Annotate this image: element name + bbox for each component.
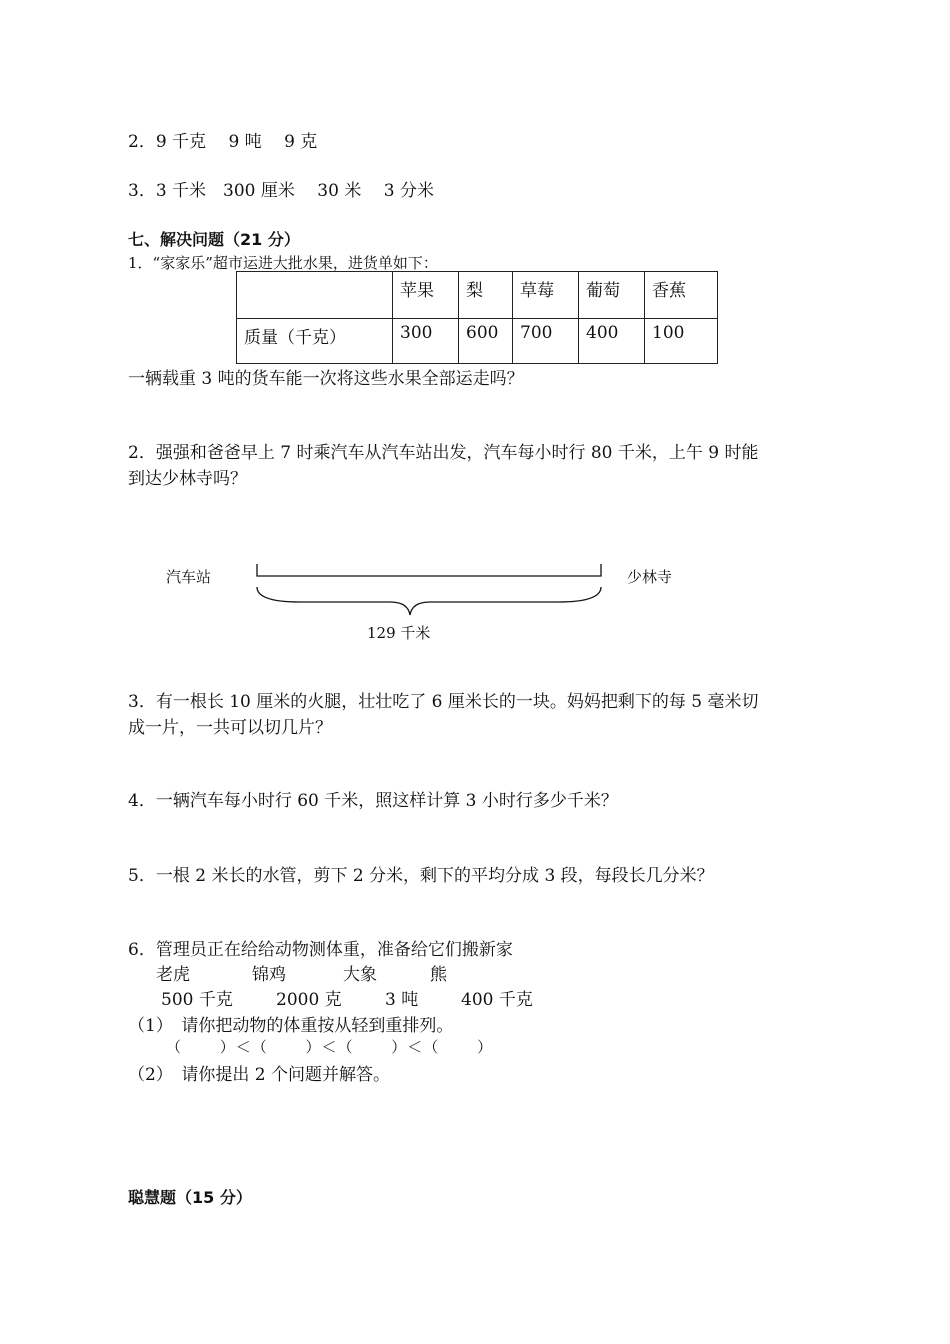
table-cell: 300 — [393, 319, 459, 364]
question-3-units: 3．3 千米 300 厘米 30 米 3 分米 — [128, 181, 434, 201]
route-segment — [257, 564, 601, 576]
problem-1-intro: 1．“家家乐”超市运进大批水果，进货单如下： — [128, 254, 438, 272]
table-cell: 600 — [459, 319, 513, 364]
table-header-row — [237, 272, 718, 319]
problem-5: 5．一根 2 米长的水管，剪下 2 分米，剩下的平均分成 3 段，每段长几分米？ — [128, 866, 714, 886]
problem-1-question: 一辆载重 3 吨的货车能一次将这些水果全部运走吗？ — [128, 369, 524, 389]
section-7-title: 七、解决问题（21 分） — [128, 230, 300, 249]
distance-brace — [257, 587, 601, 615]
table-header-cell: 苹果 — [393, 272, 459, 319]
distance-line-diagram — [240, 560, 620, 620]
table-cell: 质量（千克） — [237, 319, 393, 364]
table-header-cell: 梨 — [459, 272, 513, 319]
table-header-cell — [237, 272, 393, 319]
problem-3-line-1: 3．有一根长 10 厘米的火腿，壮壮吃了 6 厘米长的一块。妈妈把剩下的每 5 毫米切 — [128, 692, 759, 712]
table-header-cell: 香蕉 — [645, 272, 718, 319]
table-header-cell: 葡萄 — [579, 272, 645, 319]
animal-name: 熊 — [430, 965, 447, 985]
order-blanks: （ ）＜（ ）＜（ ）＜（ ） — [166, 1038, 494, 1056]
animal-name: 锦鸡 — [252, 965, 286, 985]
problem-4: 4．一辆汽车每小时行 60 千米，照这样计算 3 小时行多少千米？ — [128, 791, 618, 811]
problem-3-line-2: 成一片，一共可以切几片？ — [128, 718, 332, 738]
animal-name: 老虎 — [156, 965, 190, 985]
diagram-distance-label: 129 千米 — [367, 624, 431, 642]
table-row — [237, 319, 718, 364]
diagram-start-label: 汽车站 — [166, 568, 212, 586]
bonus-section-title: 聪慧题（15 分） — [128, 1188, 252, 1207]
animal-weight: 500 千克 — [161, 990, 233, 1010]
animal-name: 大象 — [343, 965, 377, 985]
diagram-end-label: 少林寺 — [627, 568, 673, 586]
animal-weight: 2000 克 — [276, 990, 342, 1010]
problem-2-line-1: 2．强强和爸爸早上 7 时乘汽车从汽车站出发，汽车每小时行 80 千米，上午 9 时能 — [128, 443, 759, 463]
table-header-cell: 草莓 — [513, 272, 579, 319]
problem-6-intro: 6．管理员正在给给动物测体重，准备给它们搬新家 — [128, 940, 513, 960]
problem-6-sub-2: （2） 请你提出 2 个问题并解答。 — [128, 1065, 390, 1085]
problem-6-sub-1: （1） 请你把动物的体重按从轻到重排列。 — [128, 1016, 454, 1036]
problem-2-line-2: 到达少林寺吗？ — [128, 469, 247, 489]
question-2-units: 2．9 千克 9 吨 9 克 — [128, 132, 318, 152]
table-cell: 700 — [513, 319, 579, 364]
animal-weight: 3 吨 — [385, 990, 419, 1010]
animal-weight: 400 千克 — [461, 990, 533, 1010]
table-cell: 400 — [579, 319, 645, 364]
table-cell: 100 — [645, 319, 718, 364]
fruit-table — [236, 271, 718, 364]
